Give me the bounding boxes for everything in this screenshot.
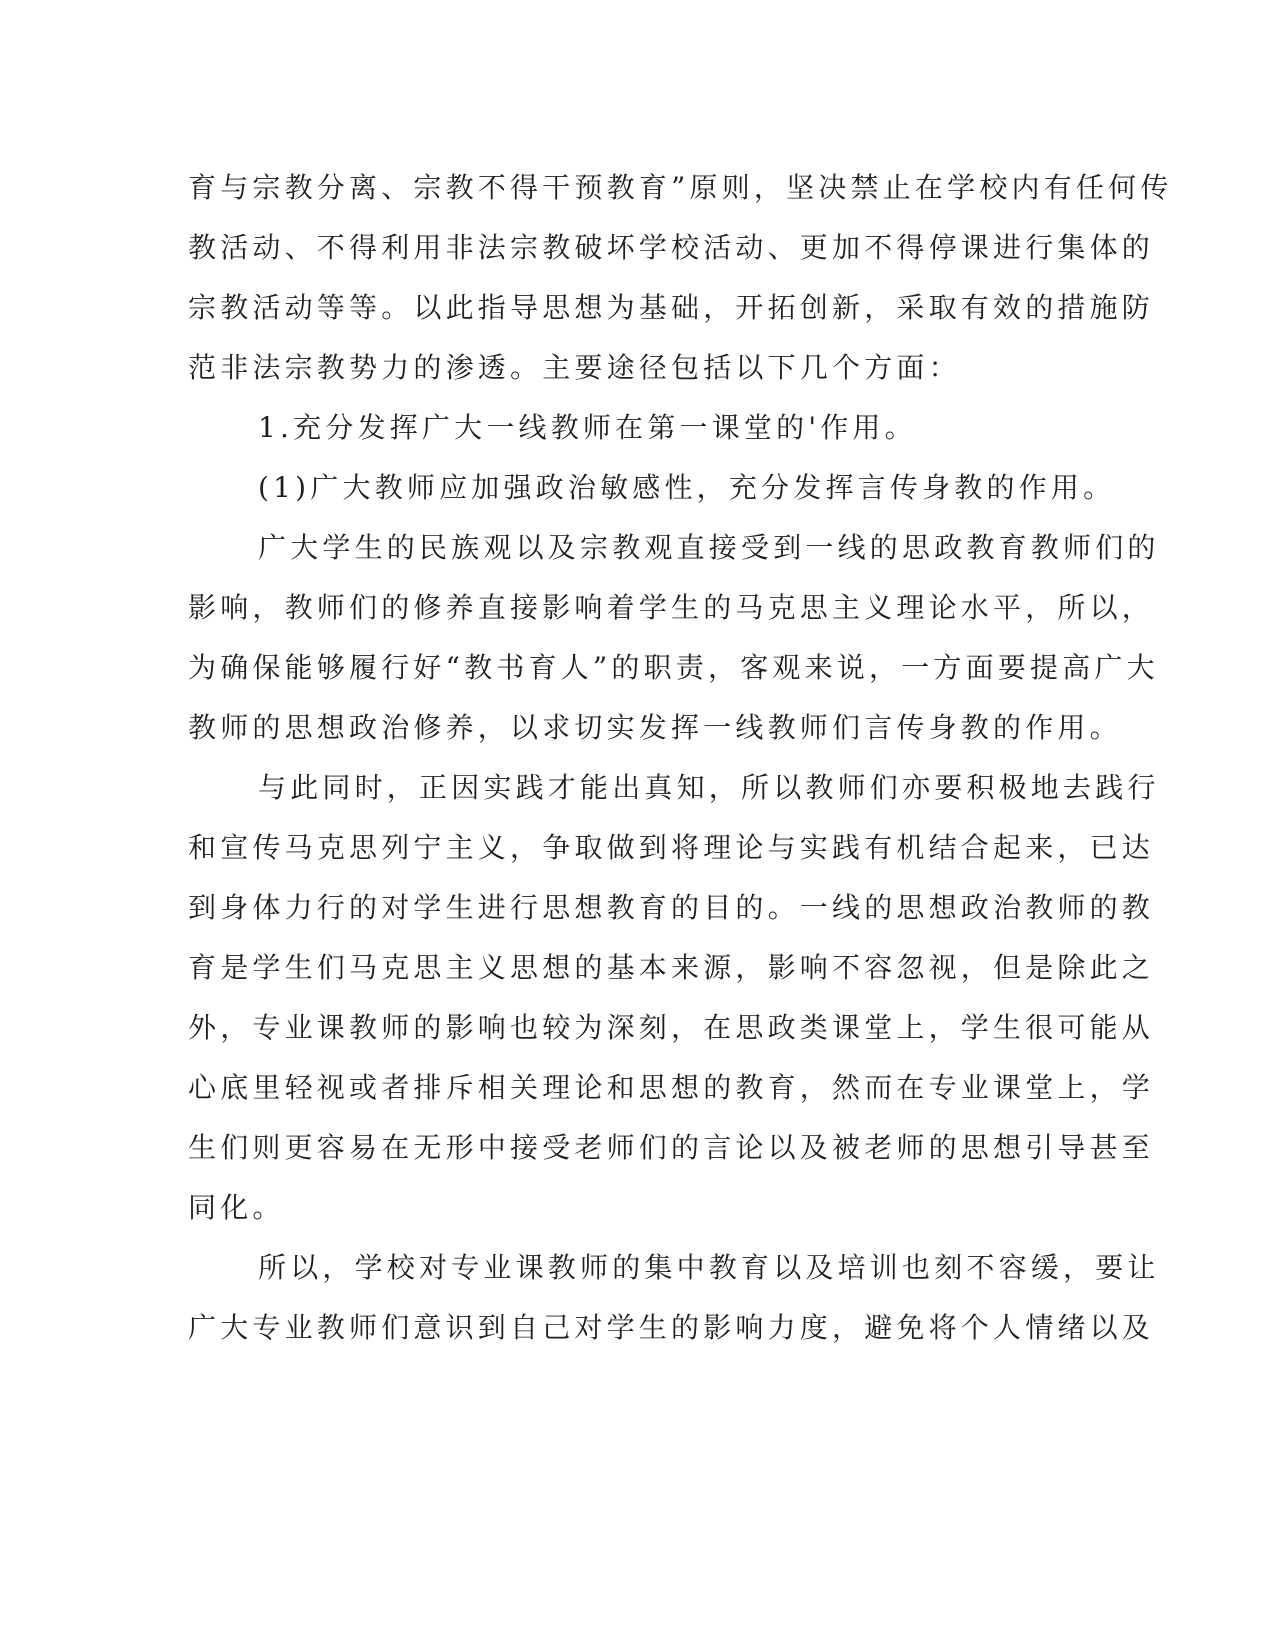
text-line: 范非法宗教势力的渗透。主要途径包括以下几个方面： <box>188 351 961 384</box>
text-line: 外，专业课教师的影响也较为深刻，在思政类课堂上，学生很可能从 <box>188 1011 1155 1044</box>
paragraph-start: 所以，学校对专业课教师的集中教育以及培训也刻不容缓，要让 <box>258 1251 1160 1284</box>
text-line: 育与宗教分离、宗教不得干预教育”原则，坚决禁止在学校内有任何传 <box>188 171 1173 204</box>
paragraph-start: 与此同时，正因实践才能出真知，所以教师们亦要积极地去践行 <box>258 771 1160 804</box>
text-line: 影响，教师们的修养直接影响着学生的马克思主义理论水平，所以， <box>188 591 1155 624</box>
text-line: 和宣传马克思列宁主义，争取做到将理论与实践有机结合起来，已达 <box>188 831 1155 864</box>
text-line: 生们则更容易在无形中接受老师们的言论以及被老师的思想引导甚至 <box>188 1131 1155 1164</box>
text-line: 广大专业教师们意识到自己对学生的影响力度，避免将个人情绪以及 <box>188 1311 1155 1344</box>
text-line: 同化。 <box>188 1191 285 1224</box>
subsection-heading: (1)广大教师应加强政治敏感性，充分发挥言传身教的作用。 <box>258 471 1116 504</box>
text-line: 宗教活动等等。以此指导思想为基础，开拓创新，采取有效的措施防 <box>188 291 1155 324</box>
paragraph-start: 广大学生的民族观以及宗教观直接受到一线的思政教育教师们的 <box>258 531 1160 564</box>
document-body <box>188 158 1173 1358</box>
text-line: 到身体力行的对学生进行思想教育的目的。一线的思想政治教师的教 <box>188 891 1155 924</box>
text-line: 为确保能够履行好“教书育人”的职责，客观来说，一方面要提高广大 <box>188 651 1159 684</box>
text-line: 教活动、不得利用非法宗教破坏学校活动、更加不得停课进行集体的 <box>188 231 1155 264</box>
text-line: 心底里轻视或者排斥相关理论和思想的教育，然而在专业课堂上，学 <box>188 1071 1155 1104</box>
text-line: 教师的思想政治修养，以求切实发挥一线教师们言传身教的作用。 <box>188 711 1122 744</box>
section-heading: 1.充分发挥广大一线教师在第一课堂的'作用。 <box>258 411 917 444</box>
text-line: 育是学生们马克思主义思想的基本来源，影响不容忽视，但是除此之 <box>188 951 1155 984</box>
